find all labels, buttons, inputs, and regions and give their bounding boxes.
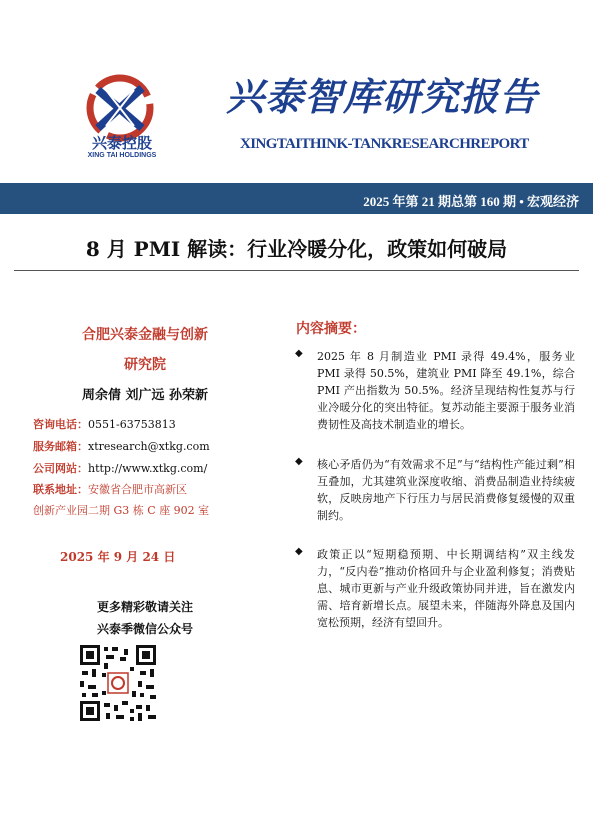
follow-line-2: 兴泰季微信公众号 bbox=[96, 622, 193, 636]
address-line-2: 创新产业园二期 G3 栋 C 座 902 室 bbox=[33, 504, 210, 517]
summary-bullet-text: 2025 年 8 月制造业 PMI 录得 49.4%，服务业 PMI 录得 50.5%，建筑业 PMI 降至 49.1%，综合 PMI 产出指数为 50.5%。经济呈现结构性复苏与行业冷暖分化的突出特征。复苏动能主要源于服务业消费韧性及高技术制造业的增长。 bbox=[317, 350, 575, 431]
institution-line-2: 研究院 bbox=[124, 357, 166, 373]
summary-bullet-text: 政策正以“短期稳预期、中长期调结构”双主线发力，“反内卷”推动价格回升与企业盈利修复；消费贴息、城市更新与产业升级政策协同并进，旨在激发内需、培育新增长点。展望未来，伴随海外降息及国内宽松预期，经济有望回升。 bbox=[317, 548, 575, 629]
authors: 周余倩 刘广远 孙荣新 bbox=[81, 388, 209, 403]
contact-value[interactable]: xtresearch@xtkg.com bbox=[88, 440, 210, 453]
title-divider bbox=[14, 270, 579, 271]
contact-email[interactable] bbox=[33, 438, 253, 454]
contact-value: 安徽省合肥市高新区 bbox=[88, 483, 187, 496]
report-date: 2025 年 9 月 24 日 bbox=[60, 550, 176, 564]
company-logo bbox=[76, 70, 186, 180]
contact-value: 0551-63753813 bbox=[88, 418, 176, 431]
diamond-bullet-icon: ◆ bbox=[295, 546, 303, 557]
institution-name bbox=[40, 320, 250, 380]
diamond-bullet-icon: ◆ bbox=[295, 348, 303, 359]
contact-label: 服务邮箱： bbox=[33, 440, 88, 453]
contact-label: 联系地址： bbox=[33, 483, 88, 496]
logo-label-cn: 兴泰控股 bbox=[91, 134, 152, 152]
contact-label: 咨询电话： bbox=[33, 418, 88, 431]
follow-line-1: 更多精彩敬请关注 bbox=[96, 600, 193, 614]
contact-value[interactable]: http://www.xtkg.com/ bbox=[88, 462, 208, 475]
follow-prompt bbox=[40, 596, 250, 640]
brand-title: 兴泰智库研究报告 bbox=[226, 74, 539, 119]
contact-phone bbox=[33, 416, 253, 432]
contact-website[interactable] bbox=[33, 460, 253, 476]
contact-label: 公司网站： bbox=[33, 462, 88, 475]
institution-line-1: 合肥兴泰金融与创新 bbox=[82, 327, 208, 343]
issue-line: 2025 年第 21 期总第 160 期 • 宏观经济 bbox=[363, 194, 579, 209]
summary-bullet bbox=[295, 348, 573, 438]
summary-heading: 内容摘要： bbox=[296, 321, 366, 337]
summary-bullet bbox=[295, 456, 573, 528]
contact-address bbox=[33, 481, 253, 497]
diamond-bullet-icon: ◆ bbox=[295, 456, 303, 467]
logo-emblem-icon bbox=[76, 70, 186, 180]
logo-label-en: XING TAI HOLDINGS bbox=[87, 152, 157, 159]
report-title: 8 月 PMI 解读：行业冷暖分化，政策如何破局 bbox=[85, 237, 508, 261]
summary-bullet-text: 核心矛盾仍为“有效需求不足”与“结构性产能过剩”相互叠加，尤其建筑业深度收缩、消费品制造业持续疲软，反映房地产下行压力与居民消费修复缓慢的双重制约。 bbox=[317, 458, 575, 522]
brand-subtitle: XINGTAITHINK-TANKRESEARCHREPORT bbox=[240, 136, 529, 152]
qr-code-icon bbox=[78, 643, 158, 723]
summary-bullet bbox=[295, 546, 573, 636]
